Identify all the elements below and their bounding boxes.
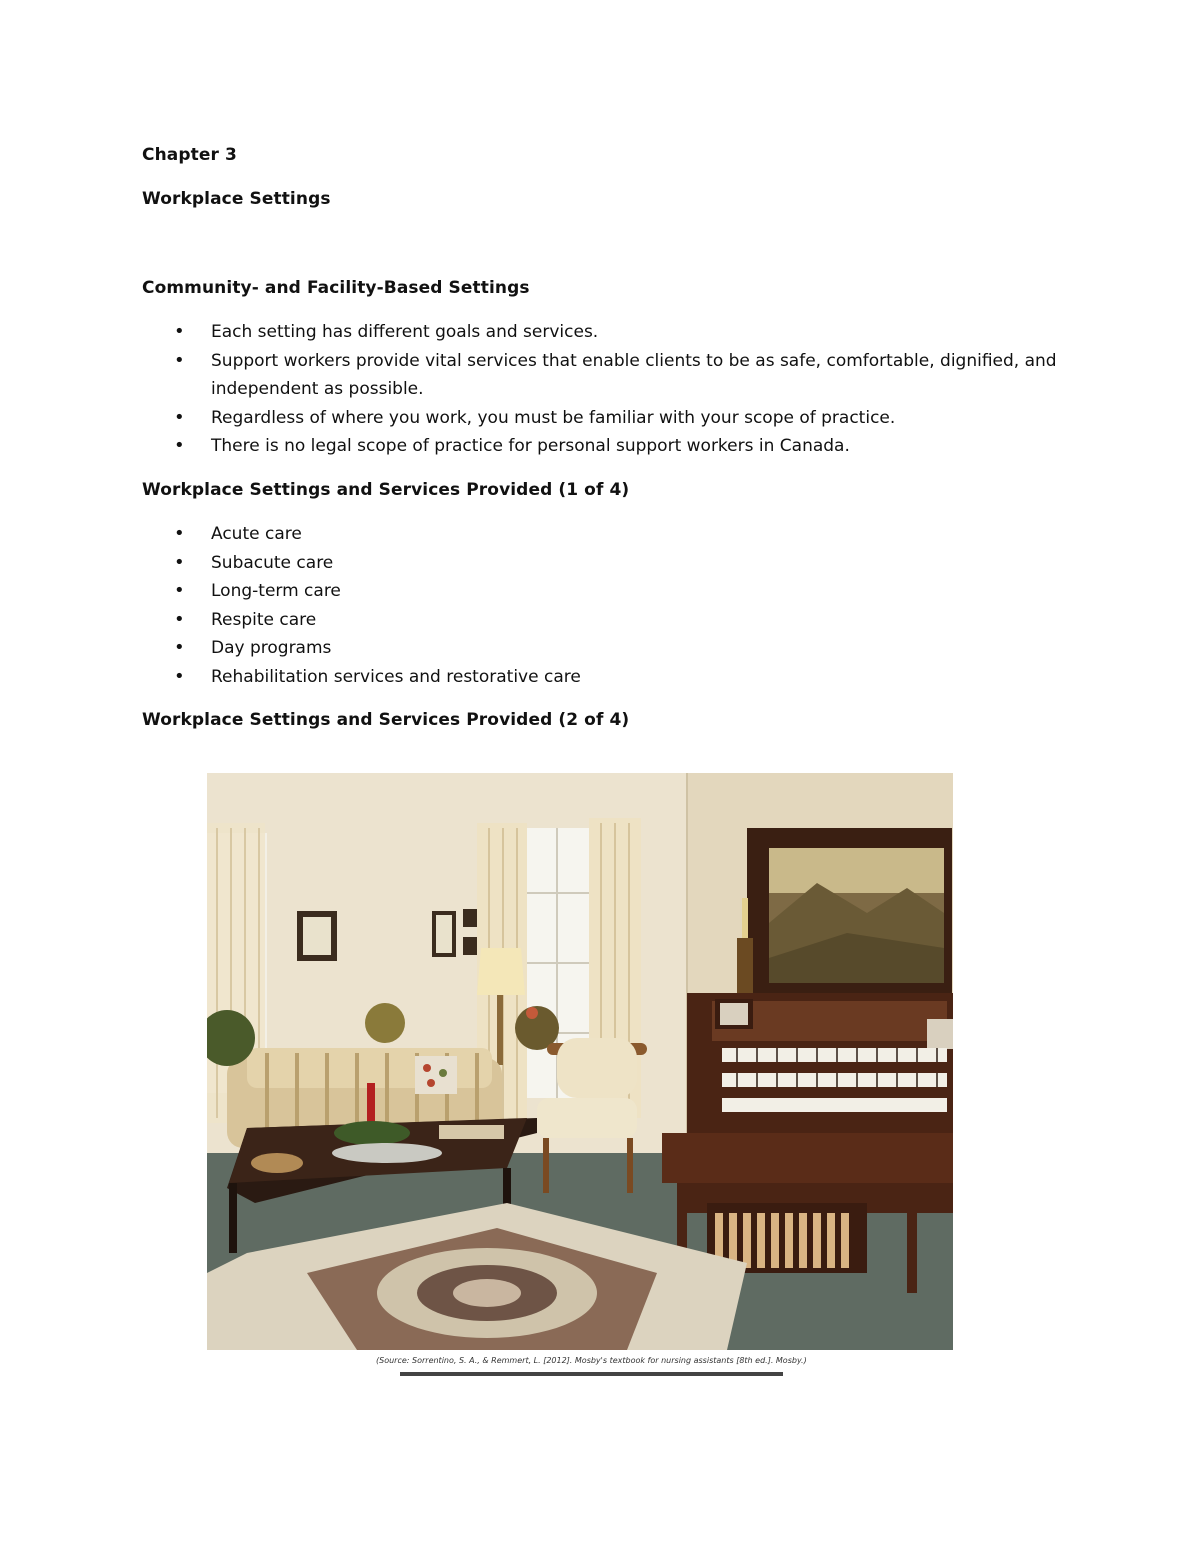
list-item: • Each setting has different goals and services.: [142, 318, 1062, 347]
list-item: • Day programs: [142, 634, 1062, 663]
list-item: • Support workers provide vital services that enable clients to be as safe, comfortable, dignified, and independent as possible.: [142, 347, 1062, 404]
list-item: • Long-term care: [142, 577, 1062, 606]
living-room-photo: [207, 773, 953, 1350]
page-title: Workplace Settings: [142, 189, 331, 209]
section-heading-community-facility: Community- and Facility-Based Settings: [142, 278, 530, 298]
list-item: • Rehabilitation services and restorative care: [142, 663, 1062, 692]
list-item: • Regardless of where you work, you must be familiar with your scope of practice.: [142, 404, 1062, 433]
list-item: • Subacute care: [142, 549, 1062, 578]
section-heading-services-2: Workplace Settings and Services Provided (2 of 4): [142, 710, 630, 730]
bullet-list-community-facility: [142, 318, 1062, 461]
section-heading-services-1: Workplace Settings and Services Provided (1 of 4): [142, 480, 630, 500]
list-item: • There is no legal scope of practice for personal support workers in Canada.: [142, 432, 1062, 461]
list-item: • Respite care: [142, 606, 1062, 635]
bullet-list-services-1: [142, 520, 1062, 691]
chapter-label: Chapter 3: [142, 145, 237, 165]
list-item: • Acute care: [142, 520, 1062, 549]
figure-caption: (Source: Sorrentino, S. A., & Remmert, L. [2012]. Mosby's textbook for nursing assistants [8th ed.]. Mosby.): [376, 1356, 807, 1365]
caption-divider: [400, 1372, 783, 1376]
